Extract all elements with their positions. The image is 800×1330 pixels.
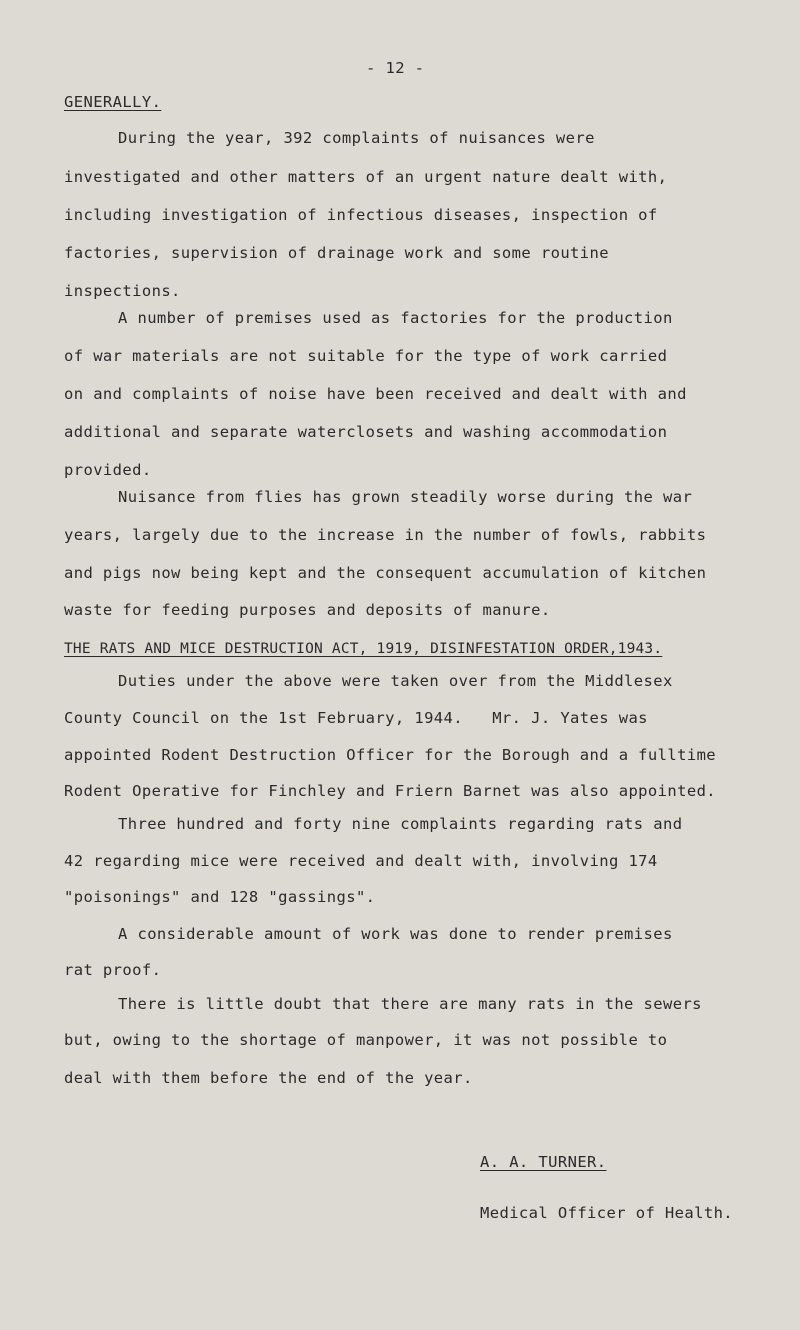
paragraph-line: investigated and other matters of an urgent nature dealt with, bbox=[64, 168, 668, 186]
paragraph-line: County Council on the 1st February, 1944. Mr. J. Yates was bbox=[64, 709, 648, 727]
paragraph-line: additional and separate waterclosets and washing accommodation bbox=[64, 423, 668, 441]
paragraph-line: years, largely due to the increase in the number of fowls, rabbits bbox=[64, 526, 707, 544]
paragraph-line: of war materials are not suitable for the type of work carried bbox=[64, 347, 668, 365]
paragraph-line: appointed Rodent Destruction Officer for the Borough and a fulltime bbox=[64, 746, 717, 764]
signature-name: A. A. TURNER. bbox=[480, 1153, 607, 1171]
paragraph-line: deal with them before the end of the year. bbox=[64, 1069, 473, 1087]
paragraph-line: "poisonings" and 128 "gassings". bbox=[64, 888, 376, 906]
paragraph-line: 42 regarding mice were received and dealt with, involving 174 bbox=[64, 852, 658, 870]
paragraph-line: provided. bbox=[64, 461, 152, 479]
paragraph-line: and pigs now being kept and the consequent accumulation of kitchen bbox=[64, 564, 707, 582]
paragraph-line: Rodent Operative for Finchley and Friern Barnet was also appointed. bbox=[64, 782, 717, 800]
paragraph-line: on and complaints of noise have been received and dealt with and bbox=[64, 385, 687, 403]
paragraph-line: A number of premises used as factories for the production bbox=[118, 309, 673, 327]
paragraph-line: rat proof. bbox=[64, 961, 162, 979]
paragraph-line: Nuisance from flies has grown steadily worse during the war bbox=[118, 488, 693, 506]
paragraph-line: factories, supervision of drainage work and some routine bbox=[64, 244, 609, 262]
paragraph-line: including investigation of infectious diseases, inspection of bbox=[64, 206, 658, 224]
paragraph-line: inspections. bbox=[64, 282, 181, 300]
section-heading-rats-and-mice: THE RATS AND MICE DESTRUCTION ACT, 1919, DISINFESTATION ORDER,1943. bbox=[64, 641, 663, 657]
signature-title: Medical Officer of Health. bbox=[480, 1204, 734, 1222]
paragraph-line: During the year, 392 complaints of nuisances were bbox=[118, 129, 595, 147]
paragraph-line: A considerable amount of work was done to render premises bbox=[118, 925, 673, 943]
paragraph-line: waste for feeding purposes and deposits of manure. bbox=[64, 601, 551, 619]
page-number: - 12 - bbox=[366, 59, 425, 77]
paragraph-line: but, owing to the shortage of manpower, it was not possible to bbox=[64, 1031, 668, 1049]
paragraph-line: There is little doubt that there are many rats in the sewers bbox=[118, 995, 702, 1013]
section-heading-generally: GENERALLY. bbox=[64, 93, 162, 111]
paragraph-line: Three hundred and forty nine complaints regarding rats and bbox=[118, 815, 683, 833]
paragraph-line: Duties under the above were taken over from the Middlesex bbox=[118, 672, 673, 690]
